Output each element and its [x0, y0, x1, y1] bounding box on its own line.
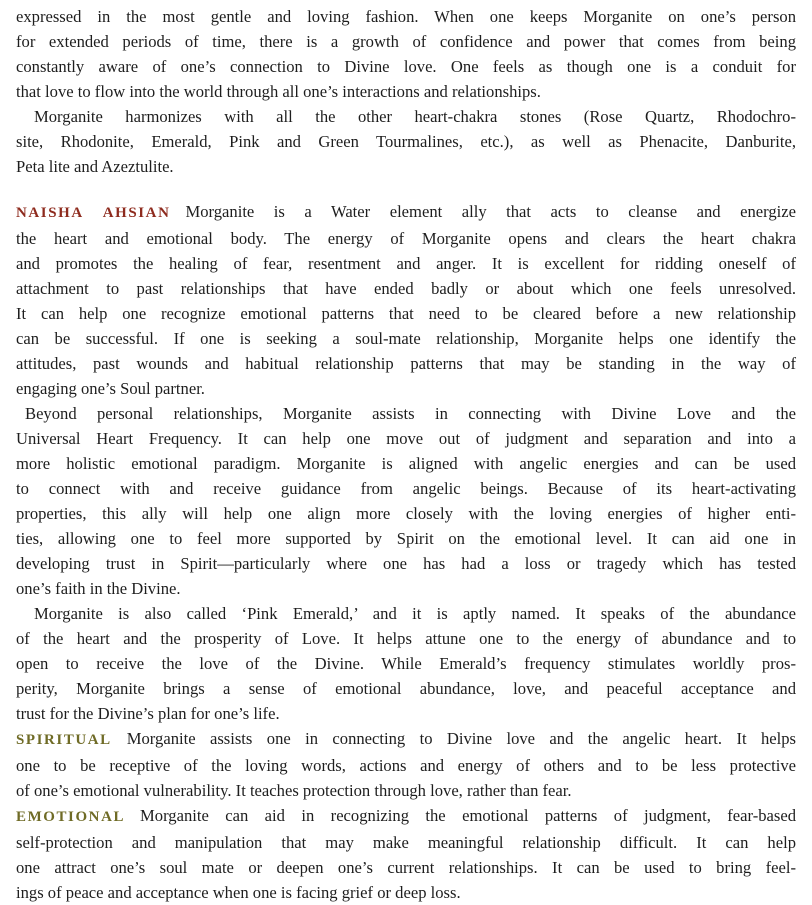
text-line: to connect with and receive guidance from angelic beings. Because of its heart-activating: [16, 479, 796, 498]
continuation-paragraph: [16, 4, 796, 104]
text-line: properties, this ally will help one align more closely with the loving energies of higher enti-: [16, 504, 796, 523]
beyond-relationships-paragraph: [16, 401, 796, 601]
text-line: Morganite harmonizes with all the other heart-chakra stones (Rose Quartz, Rhodochro-: [34, 107, 796, 126]
text-line: constantly aware of one’s connection to Divine love. One feels as though one is a conduit for: [16, 57, 796, 76]
text-line: one to be receptive of the loving words, actions and energy of others and to be less protective: [16, 756, 796, 775]
text-line: expressed in the most gentle and loving fashion. When one keeps Morganite on one’s person: [16, 7, 796, 26]
text-line: more holistic emotional paradigm. Morganite is aligned with angelic energies and can be used: [16, 454, 796, 473]
text-line: Peta lite and Azeztulite.: [16, 157, 174, 176]
line-text: Morganite is a Water element ally that acts to cleanse and energize: [185, 202, 797, 221]
text-line: the heart and emotional body. The energy of Morganite opens and clears the heart chakra: [16, 229, 796, 248]
text-line: perity, Morganite brings a sense of emotional abundance, love, and peaceful acceptance and: [16, 679, 796, 698]
text-line: can be successful. If one is seeking a soul-mate relationship, Morganite helps one identify the: [16, 329, 796, 348]
text-line: Beyond personal relationships, Morganite assists in connecting with Divine Love and the: [25, 404, 796, 423]
text-line: site, Rhodonite, Emerald, Pink and Green Tourmalines, etc.), as well as Phenacite, Danburite,: [16, 132, 796, 151]
line-text: Morganite can aid in recognizing the emotional patterns of judgment, fear-based: [140, 806, 796, 825]
text-line: open to receive the love of the Divine. While Emerald’s frequency stimulates worldly pros-: [16, 654, 796, 673]
text-line: and promotes the healing of fear, resentment and anger. It is excellent for ridding oneself of: [16, 254, 796, 273]
text-line: [16, 803, 796, 830]
text-line: attachment to past relationships that have ended badly or about which one feels unresolved.: [16, 279, 796, 298]
text-line: one’s faith in the Divine.: [16, 579, 181, 598]
emotional-paragraph: [16, 803, 796, 905]
text-line: Morganite is also called ‘Pink Emerald,’ and it is aptly named. It speaks of the abundance: [34, 604, 796, 623]
text-line: for extended periods of time, there is a growth of confidence and power that comes from being: [16, 32, 796, 51]
text-line: ings of peace and acceptance when one is facing grief or deep loss.: [16, 883, 461, 902]
text-line: [16, 726, 796, 753]
spiritual-paragraph: [16, 726, 796, 803]
line-text: Morganite assists one in connecting to Divine love and the angelic heart. It helps: [126, 729, 796, 748]
text-line: developing trust in Spirit—particularly where one has had a loss or tragedy which has tested: [16, 554, 796, 573]
spiritual-section-heading: SPIRITUAL: [16, 732, 112, 748]
text-line: Universal Heart Frequency. It can help one move out of judgment and separation and into a: [16, 429, 796, 448]
text-line: attitudes, past wounds and habitual relationship patterns that may be standing in the way of: [16, 354, 796, 373]
text-line: of one’s emotional vulnerability. It teaches protection through love, rather than fear.: [16, 781, 572, 800]
author-attribution-heading: NAISHA AHSIAN: [16, 205, 171, 221]
text-line: that love to flow into the world through all one’s interactions and relationships.: [16, 82, 541, 101]
text-line: [16, 199, 796, 226]
text-line: of the heart and the prosperity of Love. It helps attune one to the energy of abundance and to: [16, 629, 796, 648]
text-line: engaging one’s Soul partner.: [16, 379, 205, 398]
text-line: It can help one recognize emotional patterns that need to be cleared before a new relationship: [16, 304, 796, 323]
text-line: self-protection and manipulation that may make meaningful relationship difficult. It can help: [16, 833, 796, 852]
text-line: one attract one’s soul mate or deepen one’s current relationships. It can be used to bring feel-: [16, 858, 796, 877]
text-line: ties, allowing one to feel more supported by Spirit on the emotional level. It can aid one in: [16, 529, 796, 548]
harmonizes-paragraph: [16, 104, 796, 179]
naisha-ahsian-paragraph: [16, 199, 796, 401]
text-line: trust for the Divine’s plan for one’s life.: [16, 704, 280, 723]
emotional-section-heading: EMOTIONAL: [16, 809, 126, 825]
pink-emerald-paragraph: [16, 601, 796, 726]
